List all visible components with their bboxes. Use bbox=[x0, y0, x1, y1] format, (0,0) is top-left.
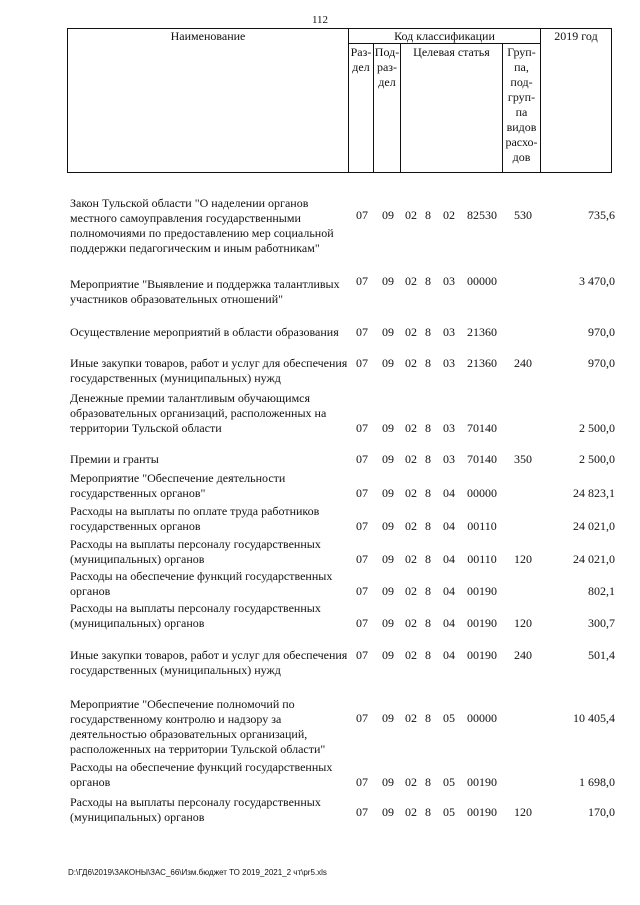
row-razdel: 07 bbox=[356, 486, 368, 500]
header-name: Наименование bbox=[170, 29, 246, 43]
row-event: 03 bbox=[443, 421, 455, 435]
row-amount: 24 021,0 bbox=[573, 552, 615, 566]
row-name: Расходы на выплаты по оплате труда работников государственных органов bbox=[70, 504, 320, 533]
row-expense-type: 120 bbox=[514, 616, 532, 630]
header-celevaya: Целевая статья bbox=[413, 45, 490, 59]
row-razdel: 07 bbox=[356, 356, 368, 370]
row-event: 03 bbox=[443, 325, 455, 339]
row-podrazdel: 09 bbox=[382, 452, 394, 466]
row-direction: 00190 bbox=[467, 616, 497, 630]
row-amount: 1 698,0 bbox=[579, 775, 615, 789]
row-name: Расходы на обеспечение функций государственных органов bbox=[70, 760, 333, 789]
row-subprogram: 8 bbox=[425, 648, 431, 662]
table-row bbox=[0, 567, 640, 599]
header-divider bbox=[400, 43, 401, 173]
row-amount: 24 021,0 bbox=[573, 519, 615, 533]
row-razdel: 07 bbox=[356, 325, 368, 339]
row-amount: 970,0 bbox=[588, 325, 615, 339]
row-event: 02 bbox=[443, 208, 455, 222]
table-row bbox=[0, 469, 640, 501]
row-direction: 00190 bbox=[467, 775, 497, 789]
row-program: 02 bbox=[405, 421, 417, 435]
row-amount: 300,7 bbox=[588, 616, 615, 630]
row-name: Расходы на выплаты персоналу государственных (муниципальных) органов bbox=[70, 601, 321, 630]
table-row bbox=[0, 758, 640, 790]
row-event: 04 bbox=[443, 486, 455, 500]
row-program: 02 bbox=[405, 648, 417, 662]
row-amount: 735,6 bbox=[588, 208, 615, 222]
row-subprogram: 8 bbox=[425, 208, 431, 222]
row-event: 04 bbox=[443, 648, 455, 662]
header-border-bottom bbox=[67, 172, 612, 173]
row-name: Закон Тульской области "О наделении органов местного самоуправления государственными полномочиями по предоставлению мер социальной поддержки педагогическим и иным работникам" bbox=[70, 196, 334, 255]
table-row bbox=[0, 502, 640, 534]
table-row bbox=[0, 308, 640, 340]
row-podrazdel: 09 bbox=[382, 208, 394, 222]
row-program: 02 bbox=[405, 552, 417, 566]
row-direction: 00190 bbox=[467, 805, 497, 819]
row-podrazdel: 09 bbox=[382, 356, 394, 370]
row-program: 02 bbox=[405, 208, 417, 222]
table-row bbox=[0, 450, 640, 467]
row-razdel: 07 bbox=[356, 711, 368, 725]
row-program: 02 bbox=[405, 775, 417, 789]
row-direction: 00000 bbox=[467, 486, 497, 500]
row-razdel: 07 bbox=[356, 519, 368, 533]
row-razdel: 07 bbox=[356, 552, 368, 566]
row-direction: 82530 bbox=[467, 208, 497, 222]
row-event: 03 bbox=[443, 452, 455, 466]
row-expense-type: 530 bbox=[514, 208, 532, 222]
row-amount: 3 470,0 bbox=[579, 274, 615, 288]
row-event: 04 bbox=[443, 552, 455, 566]
header-code: Код классификации bbox=[394, 29, 495, 43]
row-program: 02 bbox=[405, 805, 417, 819]
header-razdel: Раз- дел bbox=[350, 45, 372, 74]
row-expense-type: 120 bbox=[514, 805, 532, 819]
row-amount: 2 500,0 bbox=[579, 421, 615, 435]
table-row bbox=[0, 535, 640, 567]
row-subprogram: 8 bbox=[425, 711, 431, 725]
row-subprogram: 8 bbox=[425, 325, 431, 339]
row-subprogram: 8 bbox=[425, 421, 431, 435]
row-podrazdel: 09 bbox=[382, 486, 394, 500]
row-razdel: 07 bbox=[356, 648, 368, 662]
row-event: 05 bbox=[443, 805, 455, 819]
header-podrazdel: Под- раз- дел bbox=[374, 45, 400, 89]
row-subprogram: 8 bbox=[425, 552, 431, 566]
row-name: Расходы на обеспечение функций государственных органов bbox=[70, 569, 333, 598]
row-direction: 70140 bbox=[467, 452, 497, 466]
row-subprogram: 8 bbox=[425, 805, 431, 819]
row-direction: 70140 bbox=[467, 421, 497, 435]
row-name: Мероприятие "Обеспечение полномочий по государственному контролю и надзору за деятельностью образовательных организаций, расположенных на территории Тульской области" bbox=[70, 697, 326, 756]
row-razdel: 07 bbox=[356, 616, 368, 630]
row-subprogram: 8 bbox=[425, 584, 431, 598]
row-podrazdel: 09 bbox=[382, 519, 394, 533]
row-program: 02 bbox=[405, 274, 417, 288]
row-program: 02 bbox=[405, 711, 417, 725]
table-row bbox=[0, 793, 640, 825]
file-path-footer: D:\ГД6\2019\ЗАКОНЫ\ЗАС_66\Изм.бюджет ТО 2019_2021_2 чт\pr5.xls bbox=[68, 868, 327, 877]
row-direction: 00190 bbox=[467, 584, 497, 598]
row-direction: 00000 bbox=[467, 711, 497, 725]
row-program: 02 bbox=[405, 616, 417, 630]
header-divider bbox=[540, 28, 541, 173]
row-direction: 00190 bbox=[467, 648, 497, 662]
row-event: 04 bbox=[443, 519, 455, 533]
table-row bbox=[0, 340, 640, 386]
table-row bbox=[0, 631, 640, 678]
row-subprogram: 8 bbox=[425, 775, 431, 789]
row-expense-type: 240 bbox=[514, 356, 532, 370]
row-name: Расходы на выплаты персоналу государственных (муниципальных) органов bbox=[70, 537, 321, 566]
table-row bbox=[0, 178, 640, 256]
row-amount: 10 405,4 bbox=[573, 711, 615, 725]
row-name: Расходы на выплаты персоналу государственных (муниципальных) органов bbox=[70, 795, 321, 824]
row-podrazdel: 09 bbox=[382, 421, 394, 435]
row-podrazdel: 09 bbox=[382, 775, 394, 789]
row-podrazdel: 09 bbox=[382, 584, 394, 598]
row-subprogram: 8 bbox=[425, 452, 431, 466]
row-amount: 170,0 bbox=[588, 805, 615, 819]
row-event: 03 bbox=[443, 356, 455, 370]
row-podrazdel: 09 bbox=[382, 616, 394, 630]
row-razdel: 07 bbox=[356, 584, 368, 598]
row-event: 05 bbox=[443, 775, 455, 789]
table-row bbox=[0, 599, 640, 631]
row-podrazdel: 09 bbox=[382, 711, 394, 725]
row-subprogram: 8 bbox=[425, 274, 431, 288]
row-expense-type: 350 bbox=[514, 452, 532, 466]
row-program: 02 bbox=[405, 452, 417, 466]
row-amount: 2 500,0 bbox=[579, 452, 615, 466]
row-program: 02 bbox=[405, 519, 417, 533]
row-name: Денежные премии талантливым обучающимся образовательных организаций, расположенных на территории Тульской области bbox=[70, 391, 327, 435]
row-name: Мероприятие "Выявление и поддержка талантливых участников образовательных отношений" bbox=[70, 277, 340, 306]
row-name: Премии и гранты bbox=[70, 452, 159, 466]
row-name: Иные закупки товаров, работ и услуг для обеспечения государственных (муниципальных) нужд bbox=[70, 648, 348, 677]
row-name: Мероприятие "Обеспечение деятельности государственных органов" bbox=[70, 471, 286, 500]
row-direction: 21360 bbox=[467, 325, 497, 339]
row-podrazdel: 09 bbox=[382, 274, 394, 288]
row-amount: 970,0 bbox=[588, 356, 615, 370]
table-row bbox=[0, 679, 640, 757]
row-direction: 00110 bbox=[467, 519, 497, 533]
row-subprogram: 8 bbox=[425, 486, 431, 500]
row-podrazdel: 09 bbox=[382, 325, 394, 339]
row-amount: 802,1 bbox=[588, 584, 615, 598]
header-border-left bbox=[67, 28, 68, 173]
row-expense-type: 240 bbox=[514, 648, 532, 662]
row-direction: 21360 bbox=[467, 356, 497, 370]
row-program: 02 bbox=[405, 584, 417, 598]
table-header bbox=[67, 28, 612, 173]
row-event: 04 bbox=[443, 616, 455, 630]
row-razdel: 07 bbox=[356, 208, 368, 222]
header-border-right bbox=[611, 28, 612, 173]
row-direction: 00000 bbox=[467, 274, 497, 288]
header-vid: Груп- па, под- груп- па видов расхо- дов bbox=[505, 45, 538, 164]
row-amount: 24 823,1 bbox=[573, 486, 615, 500]
row-event: 04 bbox=[443, 584, 455, 598]
row-event: 03 bbox=[443, 274, 455, 288]
row-subprogram: 8 bbox=[425, 519, 431, 533]
row-name: Осуществление мероприятий в области образования bbox=[70, 325, 339, 339]
row-direction: 00110 bbox=[467, 552, 497, 566]
row-podrazdel: 09 bbox=[382, 805, 394, 819]
row-program: 02 bbox=[405, 325, 417, 339]
page-number: 112 bbox=[311, 14, 329, 26]
row-name: Иные закупки товаров, работ и услуг для обеспечения государственных (муниципальных) нужд bbox=[70, 356, 348, 385]
row-razdel: 07 bbox=[356, 775, 368, 789]
row-subprogram: 8 bbox=[425, 616, 431, 630]
row-program: 02 bbox=[405, 356, 417, 370]
row-amount: 501,4 bbox=[588, 648, 615, 662]
row-program: 02 bbox=[405, 486, 417, 500]
row-expense-type: 120 bbox=[514, 552, 532, 566]
row-razdel: 07 bbox=[356, 421, 368, 435]
row-razdel: 07 bbox=[356, 452, 368, 466]
row-razdel: 07 bbox=[356, 805, 368, 819]
row-subprogram: 8 bbox=[425, 356, 431, 370]
table-row bbox=[0, 259, 640, 307]
row-podrazdel: 09 bbox=[382, 552, 394, 566]
row-event: 05 bbox=[443, 711, 455, 725]
header-year: 2019 год bbox=[554, 29, 598, 43]
table-row bbox=[0, 388, 640, 436]
row-razdel: 07 bbox=[356, 274, 368, 288]
row-podrazdel: 09 bbox=[382, 648, 394, 662]
